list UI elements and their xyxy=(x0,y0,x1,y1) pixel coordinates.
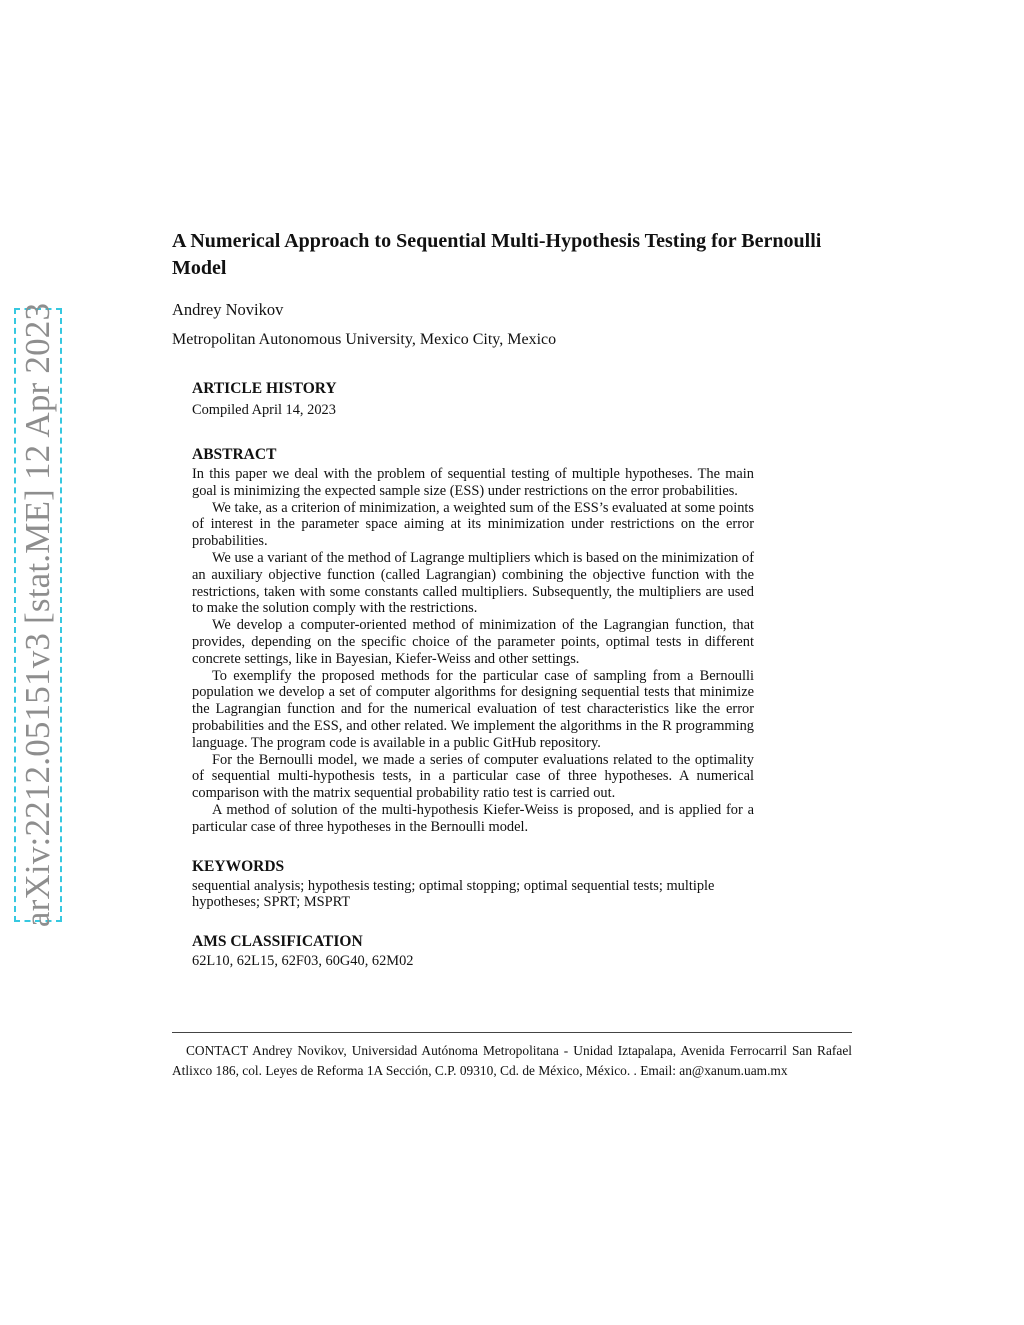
contact-footnote: CONTACT Andrey Novikov, Universidad Autónoma Metropolitana - Unidad Iztapalapa, Avenida Ferrocarril San Rafael Atlixco 186, col. Leyes de Reforma 1A Sección, C.P. 09310, Cd. de México, México. . Email: an@xanum.uam.mx xyxy=(172,1043,852,1078)
abstract-heading: ABSTRACT xyxy=(192,446,277,463)
footnote-rule xyxy=(172,1032,852,1033)
ams-classification-codes: 62L10, 62L15, 62F03, 60G40, 62M02 xyxy=(192,953,414,970)
keywords-section xyxy=(192,856,754,912)
keywords-list: sequential analysis; hypothesis testing; optimal stopping; optimal sequential tests; multiple hypotheses; SPRT; MSPRT xyxy=(192,877,715,911)
abstract-paragraph: We use a variant of the method of Lagrange multipliers which is based on the minimization of an auxiliary objective function (called Lagrangian) combining the objective function with the restrictions, taken with some constants called multipliers. Subsequently, the multipliers are used to make the solution comply with the restrictions. xyxy=(192,549,754,617)
abstract-section xyxy=(192,444,754,836)
ams-classification-section xyxy=(192,931,754,970)
paper-title: A Numerical Approach to Sequential Multi-Hypothesis Testing for Bernoulli Model xyxy=(172,230,822,279)
arxiv-identifier: arXiv:2212.05151v3 [stat.ME] 12 Apr 2023 xyxy=(18,302,57,928)
abstract-paragraph: To exemplify the proposed methods for the particular case of sampling from a Bernoulli population we develop a set of computer algorithms for designing sequential tests that minimize the Lagrangian function and for the numerical evaluation of test characteristics like the error probabilities and the ESS, and other related. We implement the algorithms in the R programming language. The program code is available in a public GitHub repository. xyxy=(192,667,754,751)
abstract-paragraph: For the Bernoulli model, we made a series of computer evaluations related to the optimality of sequential multi-hypothesis tests, in a particular case of three hypotheses. A numerical comparison with the matrix sequential probability ratio test is carried out. xyxy=(192,751,754,802)
abstract-paragraph: In this paper we deal with the problem of sequential testing of multiple hypotheses. The main goal is minimizing the expected sample size (ESS) under restrictions on the error probabilities. xyxy=(192,466,754,499)
author-affiliation: Metropolitan Autonomous University, Mexico City, Mexico xyxy=(172,331,557,348)
ams-classification-heading: AMS CLASSIFICATION xyxy=(192,933,363,951)
abstract-paragraph: We take, as a criterion of minimization, a weighted sum of the ESS’s evaluated at some points of interest in the parameter space aiming at its minimization under restrictions on the error probabilities. xyxy=(192,499,754,550)
arxiv-stamp xyxy=(14,302,62,928)
front-matter xyxy=(192,378,754,970)
compiled-date: Compiled April 14, 2023 xyxy=(192,402,336,418)
article-history-section xyxy=(192,378,754,420)
keywords-heading: KEYWORDS xyxy=(192,857,285,875)
abstract-paragraph: We develop a computer-oriented method of minimization of the Lagrangian function, that provides, depending on the specific choice of the parameter points, optimal tests in different concrete settings, like in Bayesian, Kiefer-Weiss and other settings. xyxy=(192,617,754,667)
article-history-heading: ARTICLE HISTORY xyxy=(192,380,337,397)
abstract-paragraph: A method of solution of the multi-hypothesis Kiefer-Weiss is proposed, and is applied for a particular case of three hypotheses in the Bernoulli model. xyxy=(192,801,754,835)
author-name: Andrey Novikov xyxy=(172,300,284,319)
